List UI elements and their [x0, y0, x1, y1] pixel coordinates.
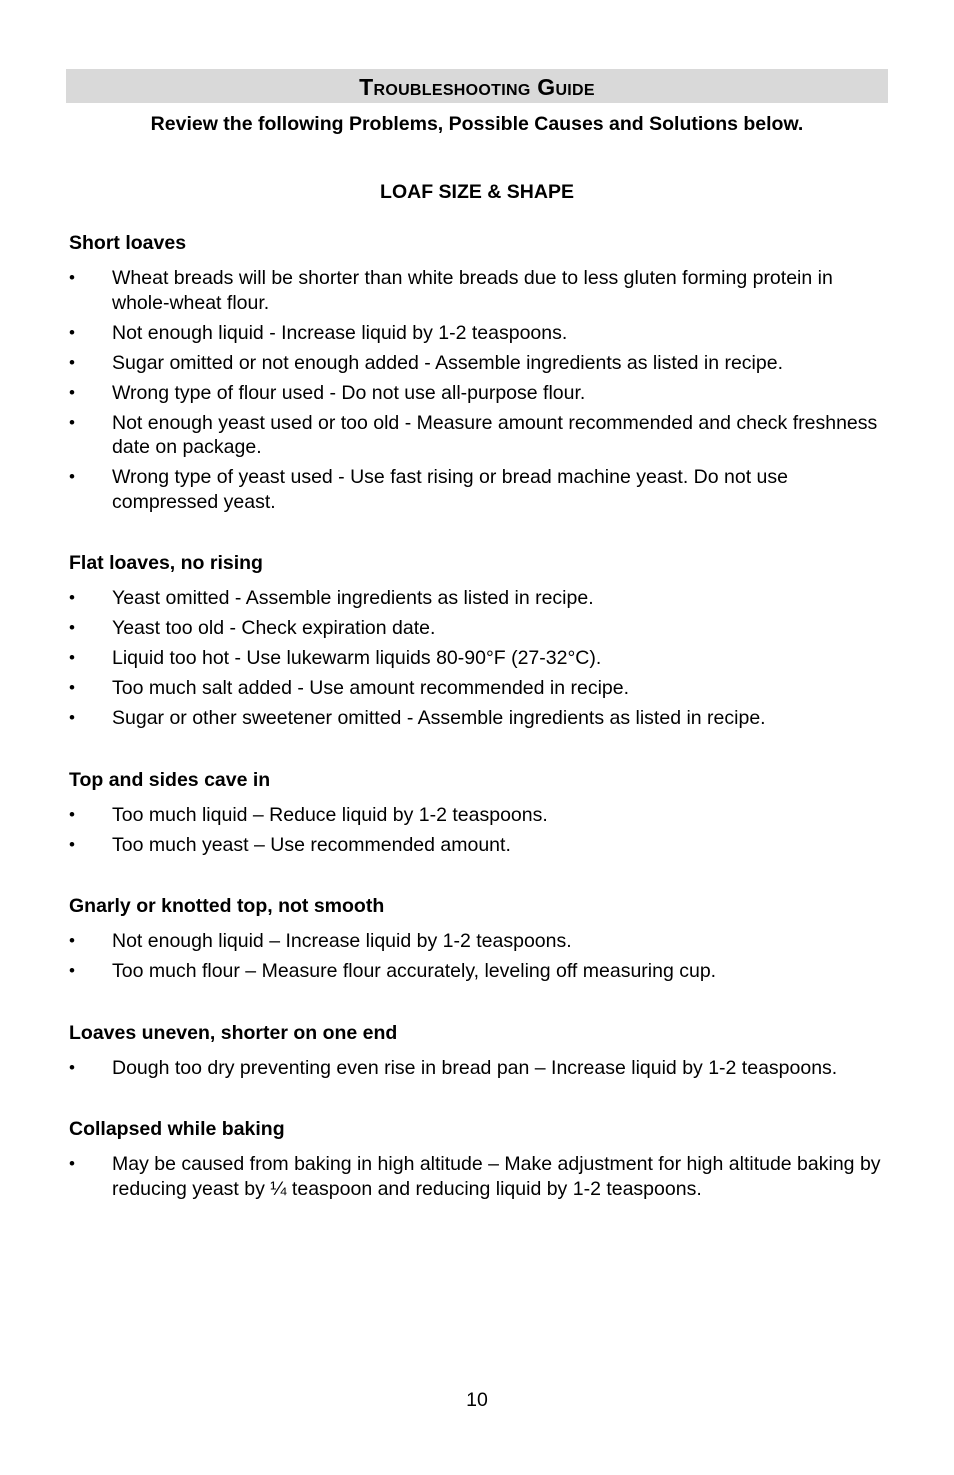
bullet-icon: • — [69, 322, 75, 342]
bullet-icon: • — [69, 467, 75, 486]
problem-heading: Top and sides cave in — [69, 768, 271, 791]
list-item-text: Wrong type of yeast used - Use fast rising or bread machine yeast. Do not use compressed yeast. — [112, 466, 788, 513]
list-item-text: Yeast omitted - Assemble ingredients as listed in recipe. — [112, 587, 594, 609]
problem-heading: Gnarly or knotted top, not smooth — [69, 895, 385, 917]
list-item-text: May be caused from baking in high altitude – Make adjustment for high altitude baking by reducing yeast by ¼ teaspoon and reducing liquid by 1-2 teaspoons. — [112, 1153, 881, 1200]
list-item — [69, 586, 889, 611]
list-item — [69, 646, 889, 671]
list-item-text: Sugar or other sweetener omitted - Assemble ingredients as listed in recipe. — [112, 707, 766, 729]
page-number: 10 — [466, 1389, 488, 1411]
cause-list — [69, 803, 889, 858]
list-item — [69, 411, 889, 460]
list-item — [69, 959, 889, 984]
problem-group — [69, 1117, 889, 1201]
bullet-icon: • — [69, 352, 75, 372]
list-item — [69, 833, 889, 858]
cause-list — [69, 1152, 889, 1201]
problem-heading: Short loaves — [69, 232, 187, 254]
cause-list — [69, 1056, 889, 1081]
list-item — [69, 351, 889, 376]
problem-heading: Loaves uneven, shorter on one end — [69, 1021, 398, 1044]
list-item — [69, 803, 889, 828]
problem-heading: Collapsed while baking — [69, 1118, 285, 1140]
list-item — [69, 676, 889, 701]
problem-group — [69, 1021, 889, 1081]
page-title: Troubleshooting Guide — [66, 69, 888, 103]
problem-heading: Flat loaves, no rising — [69, 552, 263, 574]
list-item — [69, 1152, 889, 1201]
bullet-icon: • — [69, 648, 75, 667]
list-item — [69, 1056, 889, 1081]
bullet-icon: • — [69, 268, 75, 287]
section-heading: LOAF SIZE & SHAPE — [380, 181, 574, 203]
cause-list — [69, 586, 889, 731]
list-item-text: Yeast too old - Check expiration date. — [112, 617, 436, 639]
bullet-icon: • — [69, 678, 75, 697]
bullet-icon: • — [69, 382, 75, 402]
list-item — [69, 266, 889, 315]
list-item-text: Too much flour – Measure flour accurately, leveling off measuring cup. — [112, 960, 717, 982]
list-item-text: Sugar omitted or not enough added - Assemble ingredients as listed in recipe. — [112, 351, 783, 374]
list-item — [69, 321, 889, 346]
list-item-text: Not enough liquid - Increase liquid by 1-2 teaspoons. — [112, 321, 568, 344]
intro-text: Review the following Problems, Possible Causes and Solutions below. — [150, 113, 804, 135]
list-item-text: Too much liquid – Reduce liquid by 1-2 teaspoons. — [112, 803, 548, 826]
problem-group — [69, 231, 889, 514]
list-item-text: Not enough yeast used or too old - Measure amount recommended and check freshness date on package. — [112, 411, 878, 458]
list-item-text: Dough too dry preventing even rise in bread pan – Increase liquid by 1-2 teaspoons. — [112, 1056, 838, 1079]
bullet-icon: • — [69, 931, 75, 950]
list-item — [69, 381, 889, 406]
bullet-icon: • — [69, 1154, 75, 1173]
list-item-text: Not enough liquid – Increase liquid by 1-2 teaspoons. — [112, 930, 572, 952]
problem-group — [69, 894, 889, 984]
list-item-text: Liquid too hot - Use lukewarm liquids 80-90°F (27-32°C). — [112, 647, 602, 669]
bullet-icon: • — [69, 618, 75, 637]
bullet-icon: • — [69, 1057, 75, 1077]
problem-group — [69, 768, 889, 858]
list-item-text: Wrong type of flour used - Do not use all-purpose flour. — [112, 381, 586, 404]
list-item — [69, 706, 889, 731]
bullet-icon: • — [69, 804, 75, 824]
list-item — [69, 465, 889, 514]
bullet-icon: • — [69, 961, 75, 980]
troubleshooting-groups — [69, 231, 889, 1238]
list-item — [69, 616, 889, 641]
list-item-text: Wheat breads will be shorter than white breads due to less gluten forming protein in whole-wheat flour. — [112, 267, 833, 314]
bullet-icon: • — [69, 412, 75, 432]
list-item-text: Too much salt added - Use amount recommended in recipe. — [112, 677, 630, 699]
list-item-text: Too much yeast – Use recommended amount. — [112, 833, 511, 856]
problem-group — [69, 551, 889, 731]
bullet-icon: • — [69, 588, 75, 607]
bullet-icon: • — [69, 834, 75, 854]
cause-list — [69, 929, 889, 984]
list-item — [69, 929, 889, 954]
bullet-icon: • — [69, 708, 75, 727]
cause-list — [69, 266, 889, 514]
